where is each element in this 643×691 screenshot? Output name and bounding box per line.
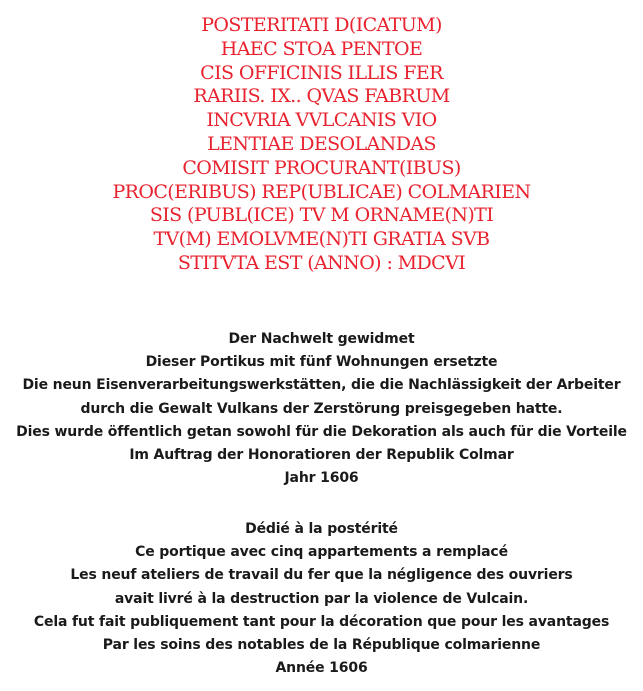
- german-line: Der Nachwelt gewidmet: [228, 331, 415, 347]
- french-line: Par les soins des notables de la République colmarienne: [102, 637, 541, 654]
- latin-inscription: [0, 14, 643, 276]
- inscription-line: LENTIAE DESOLANDAS: [207, 132, 436, 155]
- german-line: Die neun Eisenverarbeitungswerkstätten, die die Nachlässigkeit der Arbeiter: [22, 377, 621, 394]
- french-line: Cela fut fait publiquement tant pour la décoration que pour les avantages: [33, 613, 610, 630]
- inscription-line: STITVTA EST (ANNO) : MDCVI: [177, 251, 466, 274]
- french-translation: [0, 518, 643, 680]
- french-line: Dédié à la postérité: [245, 521, 398, 537]
- inscription-line: TV(M) EMOLVME(N)TI GRATIA SVB: [153, 228, 490, 251]
- french-line: Les neuf ateliers de travail du fer que la négligence des ouvriers: [70, 567, 573, 584]
- inscription-line: POSTERITATI D(ICATUM): [201, 14, 442, 36]
- inscription-line: HAEC STOA PENTOE: [220, 37, 423, 60]
- french-line: Année 1606: [275, 660, 368, 677]
- inscription-line: INCVRIA VVLCANIS VIO: [206, 109, 437, 132]
- inscription-line: COMISIT PROCURANT(IBUS): [182, 156, 461, 179]
- german-line: Dieser Portikus mit fünf Wohnungen ersetzte: [145, 354, 498, 371]
- german-line: Dies wurde öffentlich getan sowohl für die Dekoration als auch für die Vorteile: [16, 423, 627, 440]
- inscription-line: PROC(ERIBUS) REP(UBLICAE) COLMARIEN: [112, 180, 531, 203]
- inscription-line: CIS OFFICINIS ILLIS FER: [200, 61, 443, 84]
- inscription-line: RARIIS. IX.. QVAS FABRUM: [193, 85, 450, 108]
- inscription-line: SIS (PUBL(ICE) TV M ORNAME(N)TI: [149, 204, 494, 227]
- german-line: durch die Gewalt Vulkans der Zerstörung preisgegeben hatte.: [80, 400, 563, 417]
- german-line: Im Auftrag der Honoratioren der Republik Colmar: [129, 447, 514, 464]
- german-line: Jahr 1606: [284, 470, 359, 487]
- german-translation: [0, 328, 643, 490]
- french-line: Ce portique avec cinq appartements a remplacé: [135, 544, 508, 561]
- french-line: avait livré à la destruction par la violence de Vulcain.: [114, 590, 529, 607]
